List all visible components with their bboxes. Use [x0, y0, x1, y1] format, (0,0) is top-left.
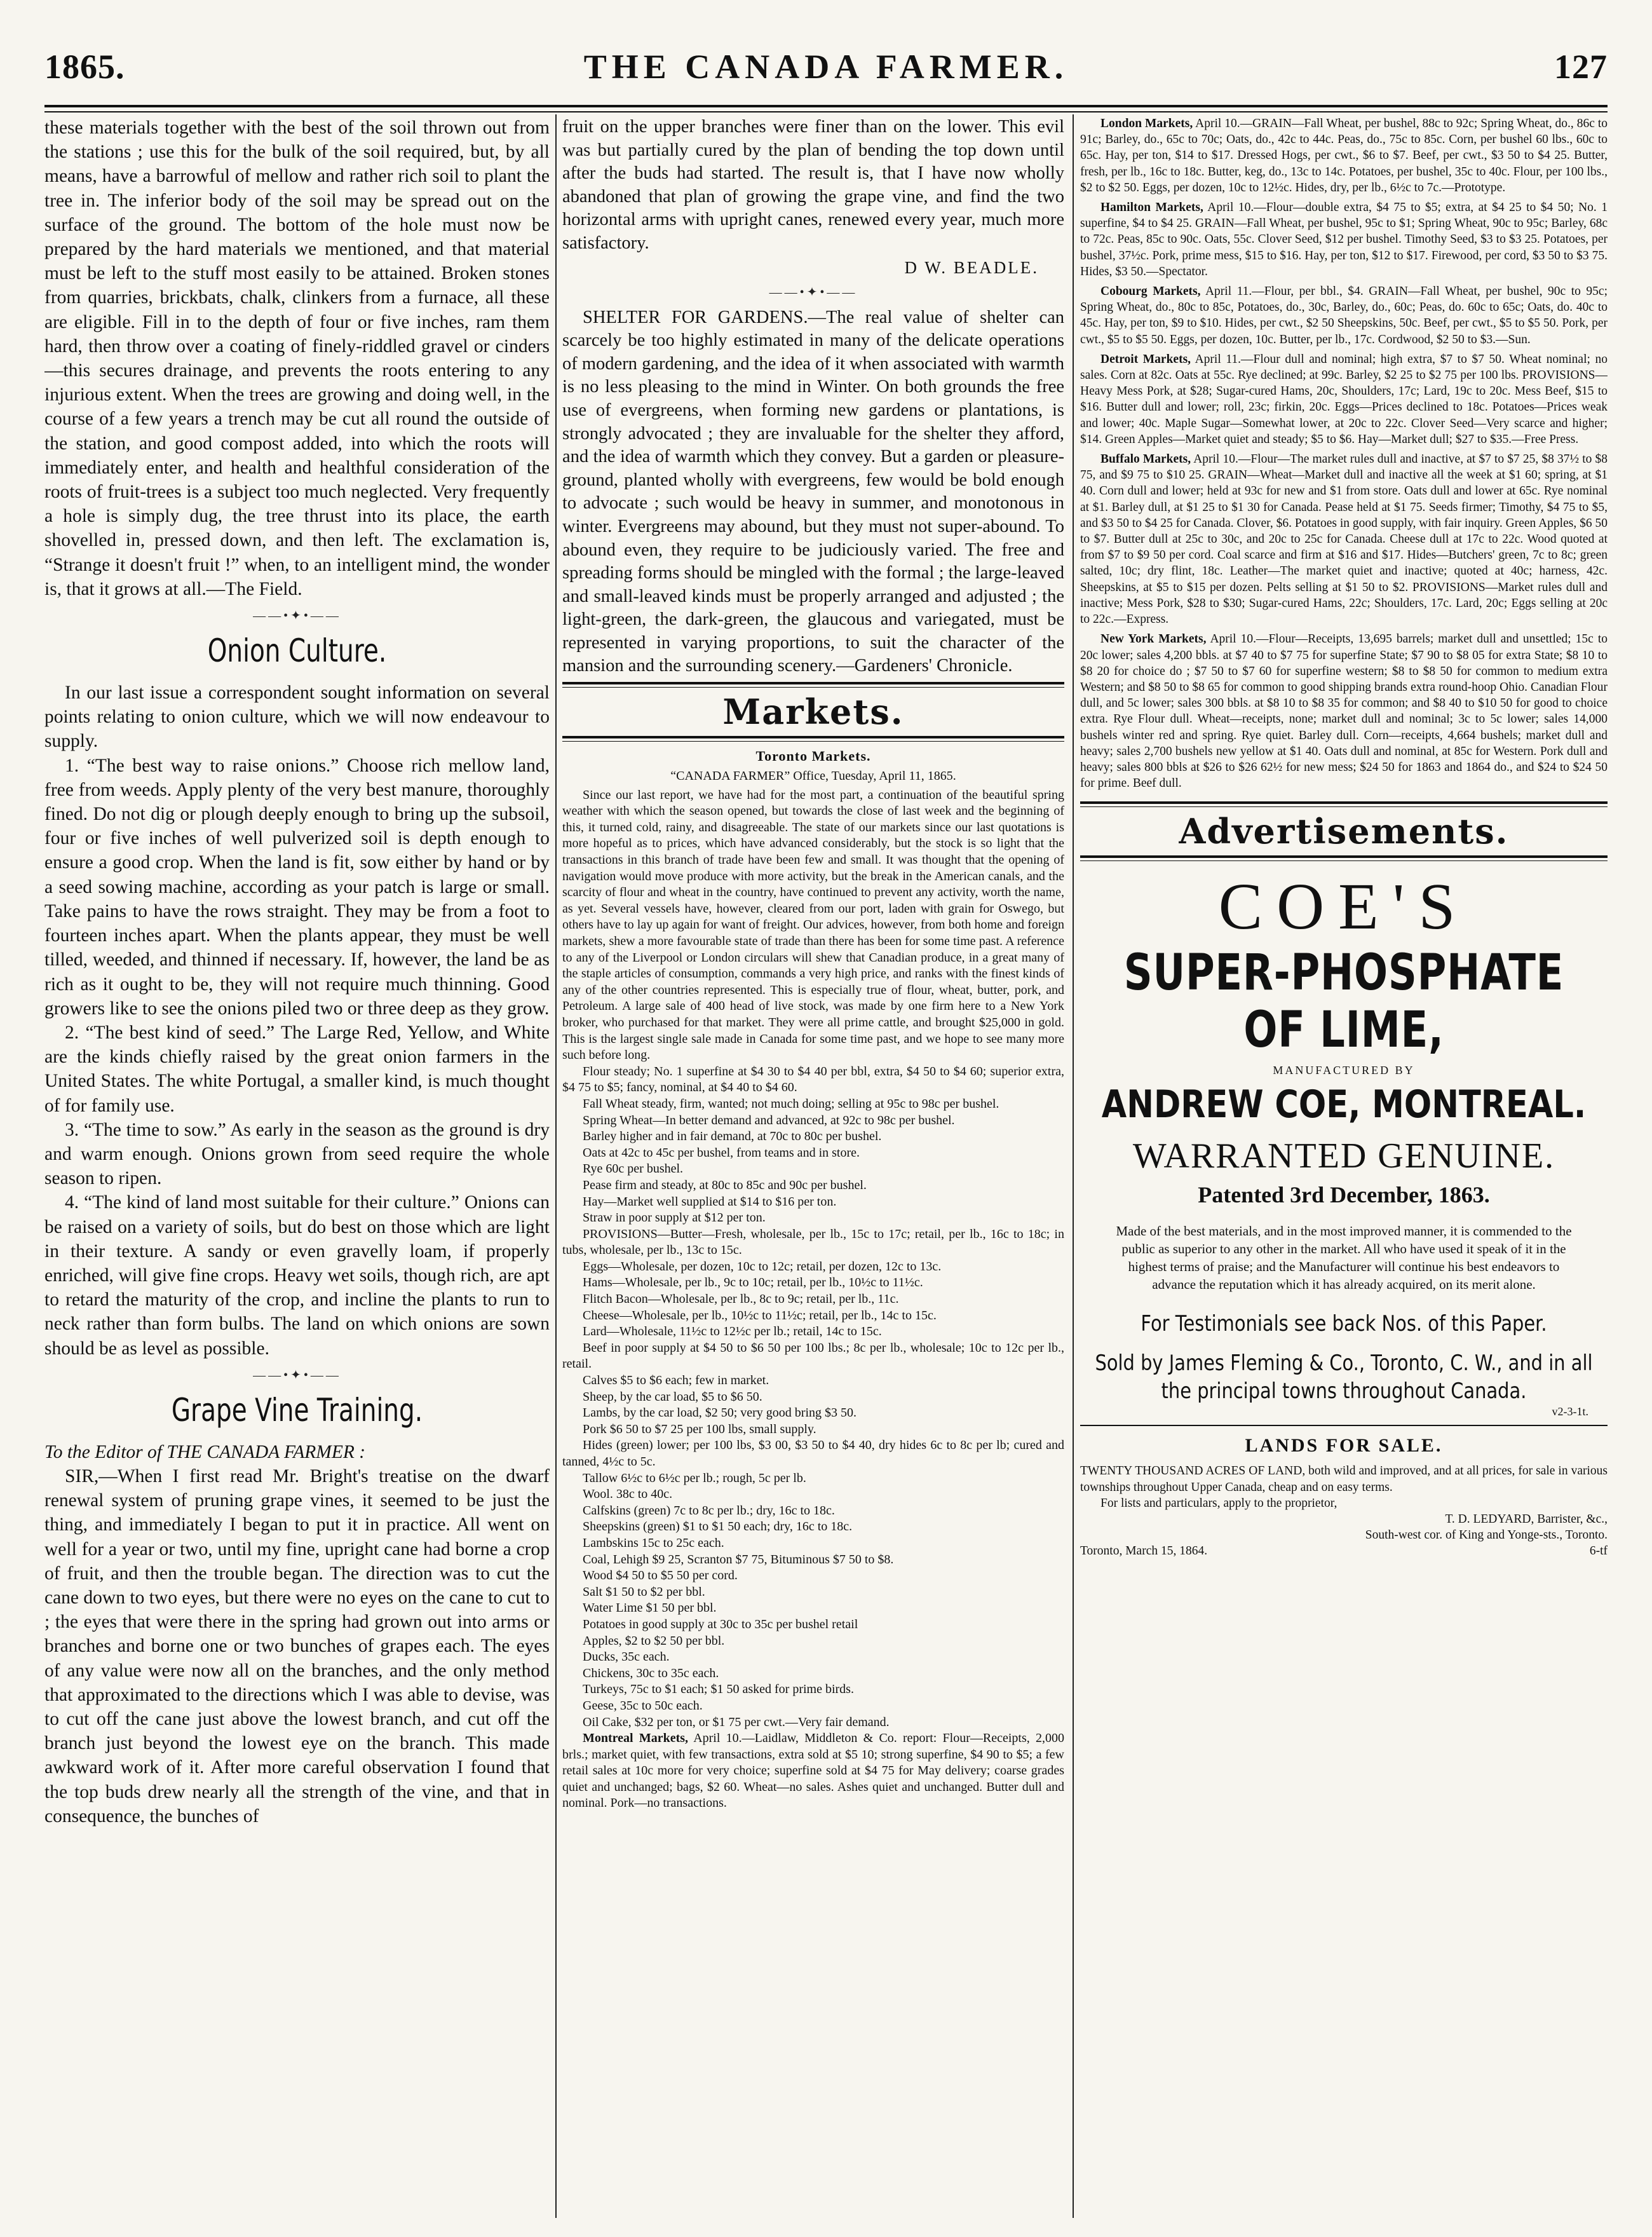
ad-manufactured-by: MANUFACTURED BY	[1273, 1064, 1415, 1077]
market-report	[1080, 631, 1608, 791]
toronto-price-line: Hams—Wholesale, per lb., 9c to 10c; retail, per lb., 10½c to 11½c.	[583, 1275, 923, 1290]
toronto-price-line: PROVISIONS—Butter—Fresh, wholesale, per lb., 15c to 17c; retail, per lb., 16c to 18c; in tubs, wholesale, per lb., 13c to 15c.	[562, 1227, 1064, 1258]
market-report	[1080, 200, 1608, 280]
onion-point-3: 3. “The time to sow.” As early in the season as the ground is dry and warm enough. Onions grown from seed require the whole season to ripen.	[44, 1119, 550, 1189]
onion-point-1: 1. “The best way to raise onions.” Choose rich mellow land, free from weeds. Apply plenty of the very best manure, thoroughly fined. Do not dig or plough deeply enough to bring up the subsoil, four or five inches of well pulverized soil is depth enough to ensure a good crop. When the land is fit, sow either by hand or by a seed sowing machine, according as your patch is large or small. Take pains to have the rows straight. They may be from a foot to fourteen inches apart. When the plants appear, they must be well tilled, weeded, and thinned if necessary. If, however, the land be as rich as it ought to be, they will not require much thinning. Good growers like to see the onions piled two or three deep as they grow.	[44, 755, 550, 1019]
onion-point-2: 2. “The best kind of seed.” The Large Red, Yellow, and White are the kinds chiefly raised by the great onion farmers in the United States. The white Portugal, a smaller kind, is much thought of for family use.	[44, 1022, 550, 1116]
onion-point-4: 4. “The kind of land most suitable for their culture.” Onions can be raised on a variety of soils, but do best on those which are light in their texture. A sandy or even gravelly loam, if properly enriched, will give fine crops. Heavy wet soils, though rich, are apt to retard the maturity of the crop, and incline the plants to run to neck rather than form bulbs. The land on which onions are sown should be as level as possible.	[44, 1192, 550, 1359]
market-report-title: Buffalo Markets,	[1100, 452, 1191, 466]
grape-letter-body: SIR,—When I first read Mr. Bright's treatise on the dwarf renewal system of pruning grape vines, it seemed to be just the thing, and immediately I began to put it in practice. All went on well for a year or two, until my fine, upright cane had borne a crop of fruit, and then the trouble began. The direction was to cut the cane down to two eyes, but there were no eyes on the cane to cut to ; the eyes that were there in the spring had grown out into arms or branches and borne one or two bunches of grapes each. The eyes of any value were now all on the branches, and the only method that approximated to the directions which I was able to devise, was to cut off the cane just above the lowest branch, and cut off the branch just beyond the lowest eye on the branch. This made awkward work of it. After more careful observation I found that the top buds drew nearly all the strength of the vine, and that in consequence, the bunches of	[44, 1465, 550, 1826]
toronto-price-line: Lard—Wholesale, 11½c to 12½c per lb.; retail, 14c to 15c.	[583, 1324, 882, 1339]
lands-footer	[1080, 1543, 1608, 1559]
letter-signature: D W. BEADLE.	[904, 257, 1039, 277]
toronto-price-line: Hay—Market well supplied at $14 to $16 per ton.	[583, 1194, 837, 1209]
toronto-price-line: Calfskins (green) 7c to 8c per lb.; dry, 16c to 18c.	[583, 1503, 835, 1518]
toronto-price-line: Pork $6 50 to $7 25 per 100 lbs, small supply.	[583, 1422, 816, 1436]
ad-code: v2-3-1t.	[1552, 1405, 1588, 1418]
onion-culture-title: Onion Culture.	[207, 632, 387, 670]
header-title: THE CANADA FARMER.	[583, 48, 1069, 86]
coes-advertisement	[1080, 869, 1608, 1418]
market-report	[1080, 451, 1608, 627]
header-year: 1865.	[44, 48, 125, 86]
column-2	[562, 116, 1064, 2219]
market-report-title: Hamilton Markets,	[1100, 201, 1203, 215]
lands-date: Toronto, March 15, 1864.	[1080, 1544, 1208, 1558]
section-rule	[1080, 801, 1608, 807]
toronto-price-line: Flour steady; No. 1 superfine at $4 30 to $4 40 per bbl, extra, $4 50 to $4 60; superior extra, $4 75 to $5; fancy, nominal, at $4 40 to $4 60.	[562, 1064, 1064, 1095]
toronto-price-line: Turkeys, 75c to $1 each; $1 50 asked for prime birds.	[583, 1682, 854, 1697]
page-header	[44, 39, 1608, 103]
toronto-price-line: Water Lime $1 50 per bbl.	[583, 1601, 717, 1615]
header-page-number: 127	[1554, 48, 1608, 86]
ad-patented: Patented 3rd December, 1863.	[1198, 1182, 1490, 1208]
toronto-price-line: Sheepskins (green) $1 to $1 50 each; dry, 16c to 18c.	[583, 1520, 853, 1534]
market-report-title: London Markets,	[1100, 117, 1193, 130]
montreal-markets-body: April 10.—Laidlaw, Middleton & Co. report: Flour—Receipts, 2,000 brls.; market quiet, with few transactions, extra sold at $5 10; strong superfine, $4 90 to $5; a few retail sales at 10c more for very choice; superfine sold at $4 75 for May delivery; coarse grades quiet and unchanged; bags, $2 60. Wheat—no sales. Ashes quiet and unchanged. Butter dull and nominal. Pork—no transactions.	[562, 1731, 1064, 1811]
market-report-body: April 10.—Flour—double extra, $4 75 to $5; extra, at $4 25 to $4 50; No. 1 superfine, $4 to $4 25. GRAIN—Fall Wheat, per bushel, 95c to $1; Spring Wheat, 90c to 95c; Barley, 68c to 72c. Peas, 85c to 90c. Oats, 55c. Clover Seed, $12 per bushel. Timothy Seed, $3 to $3 25. Potatoes, per bushel, 37½c. Pork, prime mess, $15 to $16. Hay, per ton, $12 to $17. Firewood, per cord, $3 50 to $3 75. Hides, $3 50.—Spectator.	[1080, 201, 1608, 278]
market-report-body: April 10.—Flour—Receipts, 13,695 barrels; market dull and unsettled; 15c to 20c lower; sales 4,200 bbls. at $7 40 to $7 75 for superfine State; $7 90 to $8 05 for extra State; $8 10 to $8 20 for choice do ; $7 50 to $7 60 for superfine western; $8 to $8 50 for common to medium extra Western; and $8 50 to $8 65 for common to good shipping brands extra round-hoop Ohio. Canadian Flour dull, and 5c lower; sales 300 bbls. at $8 10 to $8 35 for common; and $8 40 to $10 50 for good to choice extra. Rye Flour dull. Wheat—receipts, none; market dull and nominal; 3c to 5c lower; sales 14,000 bushels winter red and spring. Rye quiet. Barley dull. Corn—receipts, 4,664 bushels; market dull and heavy; sales 2,700 bushels new yellow at $1 40. Oats dull and nominal, at 85c for Western. Pork dull and heavy; sales 800 bbls at $26 to $26 62½ for new mess; $24 50 for 1863 and 1864 do., and $24 to $24 50 for prime. Beef dull.	[1080, 632, 1608, 791]
montreal-markets	[562, 1730, 1064, 1812]
ad-warranted: WARRANTED GENUINE.	[1132, 1136, 1555, 1176]
ad-brand: COE'S	[1218, 870, 1470, 944]
grape-salutation: To the Editor of THE CANADA FARMER :	[44, 1441, 366, 1462]
toronto-price-line: Coal, Lehigh $9 25, Scranton $7 75, Bituminous $7 50 to $8.	[583, 1552, 894, 1567]
toronto-price-line: Wood $4 50 to $5 50 per cord.	[583, 1568, 738, 1583]
toronto-price-line: Spring Wheat—In better demand and advanced, at 92c to 98c per bushel.	[583, 1113, 955, 1127]
markets-heading: Markets.	[722, 691, 904, 733]
lands-code: 6-tf	[1589, 1544, 1608, 1558]
shelter-for-gardens: SHELTER FOR GARDENS.—The real value of shelter can scarcely be too highly estimated in many of the delicate operations of modern gardening, and the idea of it when associated with warmth is no less pleasing to the mind in Winter. On both grounds the free use of evergreens, when forming new gardens or plantations, is strongly advocated ; they are invaluable for the shelter they afford, and the idea of warmth which they convey. But a garden or pleasure-ground, planted wholly with evergreens, few would be bold enough to advocate ; such would be heavy in summer, and monotonous in winter. Evergreens may abound, but they must not super-abound. To abound even, they require to be judiciously varied. The free and spreading forms should be mingled with the formal ; the large-leaved and small-leaved kinds must be properly arranged and adjusted ; the light-green, the dark-green, the glaucous and variegated, must be represented in varying proportions, to suit the character of the mansion and the surrounding scenery.—Gardeners' Chronicle.	[562, 307, 1064, 676]
toronto-price-line: Calves $5 to $6 each; few in market.	[583, 1373, 769, 1388]
lands-for-sale-title: LANDS FOR SALE.	[1245, 1435, 1443, 1457]
toronto-price-line: Pease firm and steady, at 80c to 85c and 90c per bushel.	[583, 1178, 867, 1192]
section-rule	[562, 736, 1064, 742]
ornament-divider: ——•✦•——	[253, 609, 341, 623]
advertisements-heading: Advertisements.	[1179, 811, 1509, 852]
ad-product: SUPER-PHOSPHATE OF LIME,	[1123, 944, 1564, 1059]
toronto-price-line: Cheese—Wholesale, per lb., 10½c to 11½c; retail, per lb., 14c to 15c.	[583, 1308, 937, 1322]
section-rule	[562, 682, 1064, 688]
toronto-price-line: Geese, 35c to 50c each.	[583, 1698, 703, 1713]
toronto-price-line: Straw in poor supply at $12 per ton.	[583, 1211, 766, 1225]
section-rule	[1080, 1425, 1608, 1426]
market-report-title: Cobourg Markets,	[1100, 285, 1201, 299]
toronto-price-line: Ducks, 35c each.	[583, 1650, 670, 1664]
toronto-report: Since our last report, we have had for the most part, a continuation of the beautiful spring weather with which the season opened, but towards the close of last week and the beginning of this, it turned cold, rainy, and disagreeable. The state of our markets since our last quotations is more hopeful as to prices, which have advanced considerably, but the stock is so light that the transactions in this branch of trade have been few and small. It was thought that the opening of navigation would move produce with more activity, but the break in the American canals, and the scarcity of flour and wheat in the country, have continued to prevent any activity, worth the name, as yet. Several vessels have, however, cleared from our port, laden with grain for Oswego, but others have to lay up again for want of freight. Our advices, however, from both home and foreign markets, shew a more favourable state of trade than there has been for some time past. A reference to any of the Liverpool or London circulars will shew that Canadian produce, in a great many of the staple articles of consumption, commands a very high price, and ranks with the finest kinds of any of the other countries represented. This is especially true of flour, wheat, butter, pork, and Petroleum. A large sale of 400 head of live stock, was made by one firm here to a New York broker, who purchased for that market. They were all prime cattle, and brought $25,000 in gold. This is the largest single sale made in Canada for some time past, and we hope to see many more such before long.	[562, 787, 1064, 1063]
market-reports	[1080, 116, 1608, 791]
onion-intro: In our last issue a correspondent sought information on several points relating to onion culture, which we will now endeavour to supply.	[44, 683, 550, 752]
column-divider-1	[555, 114, 557, 2218]
toronto-price-line: Sheep, by the car load, $5 to $6 50.	[583, 1389, 762, 1404]
toronto-price-line: Lambs, by the car load, $2 50; very good bring $3 50.	[583, 1406, 857, 1420]
toronto-price-line: Lambskins 15c to 25c each.	[583, 1535, 724, 1550]
ornament-divider: ——•✦•——	[769, 285, 858, 299]
section-rule	[1080, 855, 1608, 861]
market-report	[1080, 351, 1608, 447]
toronto-price-line: Flitch Bacon—Wholesale, per lb., 8c to 9c; retail, per lb., 11c.	[583, 1292, 899, 1307]
ad-maker: ANDREW COE, MONTREAL.	[1101, 1082, 1587, 1127]
toronto-dateline: “CANADA FARMER” Office, Tuesday, April 11, 1865.	[670, 769, 956, 784]
column-3	[1080, 116, 1608, 2219]
article-continuation: these materials together with the best of the soil thrown out from the stations ; use this for the bulk of the soil required, but, by all means, have a barrowful of mellow and rather rich soil to plant the tree in. The inferior body of the soil may be spread out on the surface of the ground. The bottom of the hole must now be prepared by the hard materials we mentioned, and that material must be left to the stuff most easily to be attained. Broken stones from quarries, brickbats, chalk, clinkers from a furnace, all these are eligible. Fill in to the depth of four or five inches, ram them hard, then throw over a coating of finely-riddled gravel or cinders—this secures drainage, and prevents the roots entering to any injurious extent. When the trees are growing and doing well, in the course of a few years a trench may be cut all round the outside of the station, and good compost added, into which the roots will immediately enter, and health and healthful consideration of the roots of fruit-trees is a subject too much neglected. Very frequently a hole is simply dug, the tree thrust into its place, the earth shovelled in, pressed down, and then left. The exclamation is, “Strange it doesn't fruit !” when, to an intelligent mind, the wonder is, that it grows at all.—The Field.	[44, 118, 550, 599]
toronto-price-line: Potatoes in good supply at 30c to 35c per bushel retail	[583, 1617, 858, 1631]
grape-letter-continuation: fruit on the upper branches were finer than on the lower. This evil was but partially cured by the plan of bending the top down until after the buds had started. The result is, that I have now wholly abandoned that plan of growing the grape vine, and find the two horizontal arms with upright canes, renewed every year, much more satisfactory.	[562, 117, 1064, 253]
column-divider-2	[1073, 114, 1074, 2218]
toronto-price-line: Eggs—Wholesale, per dozen, 10c to 12c; retail, per dozen, 12c to 13c.	[583, 1259, 942, 1274]
toronto-price-line: Oats at 42c to 45c per bushel, from teams and in store.	[583, 1145, 860, 1160]
ad-testimonials: For Testimonials see back Nos. of this Paper.	[1141, 1311, 1547, 1337]
lands-apply: For lists and particulars, apply to the proprietor,	[1100, 1496, 1337, 1510]
market-report-body: April 10.—GRAIN—Fall Wheat, per bushel, 88c to 92c; Spring Wheat, do., 86c to 91c; Barley, do., 65c to 70c; Oats, do., 42c to 44c. Peas, do., 75c to 85c. Corn, per bushel 60 lbs., 60c to 65c. Hay, per ton, $14 to $17. Dressed Hogs, per cwt., $6 to $7. Beef, per cwt., $3 50 to $4 25. Butter, fresh, per lb., 16c to 18c. Butter, keg, do., 13c to 14c. Potatoes, per bushel, 35c to 40c. Flour, per 100 lbs., $2 to $2 50. Eggs, per dozen, 10c to 12½c. Hides, dry, per lb., 6½c to 7c.—Prototype.	[1080, 117, 1608, 194]
market-report-body: April 11.—Flour, per bbl., $4. GRAIN—Fall Wheat, per bushel, 90c to 95c; Spring Wheat, do., 80c to 85c, Potatoes, do., 30c, Barley, do., 60c; Peas, do. 60c to 65c; Oats, do. 40c to 45c. Hay, per ton, $9 to $10. Hides, per cwt., $2 50 Sheepskins, 50c. Beef, per cwt., $5 to $5 50. Pork, per cwt., $5 to $5 50. Eggs, per dozen, 10c. Butter, per lb., 17c. Cordwood, $2 50 to $3.—Sun.	[1080, 285, 1608, 346]
ad-sold-by: Sold by James Fleming & Co., Toronto, C. W., and in all the principal towns throughout Canada.	[1095, 1350, 1593, 1404]
toronto-price-line: Fall Wheat steady, firm, wanted; not much doing; selling at 95c to 98c per bushel.	[583, 1096, 999, 1111]
market-report	[1080, 116, 1608, 196]
toronto-price-line: Tallow 6½c to 6½c per lb.; rough, 5c per lb.	[583, 1471, 806, 1485]
toronto-price-line: Oil Cake, $32 per ton, or $1 75 per cwt.—Very fair demand.	[583, 1715, 890, 1729]
toronto-price-line: Wool. 38c to 40c.	[583, 1487, 673, 1502]
toronto-price-line: Beef in poor supply at $4 50 to $6 50 per 100 lbs.; 8c per lb., wholesale; 10c to 12c per lb., retail.	[562, 1340, 1064, 1371]
toronto-markets-title: Toronto Markets.	[755, 748, 871, 765]
ad-description: Made of the best materials, and in the most improved manner, it is commended to the public as superior to any other in the market. All who have used it speak of it in the highest terms of praise; and the Manufacturer will continue his best endeavors to advance the reputation which it has already acquired, on its merit alone.	[1116, 1223, 1572, 1293]
toronto-price-line: Salt $1 50 to $2 per bbl.	[583, 1584, 705, 1599]
lands-body: TWENTY THOUSAND ACRES OF LAND, both wild and improved, and at all prices, for sale in various townships throughout Upper Canada, cheap and on easy terms.	[1080, 1464, 1608, 1494]
montreal-markets-title: Montreal Markets,	[583, 1731, 689, 1746]
toronto-price-line: Hides (green) lower; per 100 lbs, $3 00, $3 50 to $4 40, dry hides 6c to 8c per lb; cured and tanned, 4½c to 5c.	[562, 1438, 1064, 1469]
toronto-price-line: Apples, $2 to $2 50 per bbl.	[583, 1633, 725, 1648]
market-report-title: New York Markets,	[1100, 632, 1207, 646]
toronto-price-line: Rye 60c per bushel.	[583, 1162, 684, 1176]
toronto-price-line: Barley higher and in fair demand, at 70c to 80c per bushel.	[583, 1129, 882, 1144]
toronto-price-line: Chickens, 30c to 35c each.	[583, 1666, 719, 1680]
ornament-divider: ——•✦•——	[253, 1368, 341, 1382]
column-1	[44, 116, 550, 2219]
market-report-title: Detroit Markets,	[1100, 352, 1191, 366]
grape-vine-title: Grape Vine Training.	[171, 1391, 423, 1429]
market-report-body: April 10.—Flour—The market rules dull and inactive, at $7 to $7 25, $8 37½ to $8 75, and $9 75 to $10 25. GRAIN—Wheat—Market dull and inactive all the week at $1 60; spring, at $1 40. Corn dull and lower; held at 93c for new and $1 from store. Oats dull and lower at 65c. Rye nominal at $1. Barley dull, at $1 25 to $1 30 for Canada. Pease held at $1 75. Seeds firmer; Timothy, $4 75 to $5, and $3 50 to $4 25 for Canada. Clover, $6. Potatoes in good supply, with fair inquiry. Green Apples, $6 50 to $7. Butter dull at 25c to 30c, and 20c to 25c for Canada. Cheese dull at 17c to 22c. Wood quoted at from $7 to $9 50 per cord. Coal scarce and firm at $16 and $17. Hides—Butchers' green, 7c to 8c; green salted, 10c; dry flint, 18c. Leather—The market quiet and inactive; quoted at 40c; harness, 42c. Sheepskins, at $5 to $15 per dozen. Pelts selling at $1 50 to $2. PROVISIONS—Market rules dull and inactive; Mess Pork, $28 to $30; Sugar-cured Hams, 22c; Shoulders, 17c. Lard, 20c; Eggs selling at 20c to 22c.—Express.	[1080, 452, 1608, 627]
market-report	[1080, 283, 1608, 348]
market-report-body: April 11.—Flour dull and nominal; high extra, $7 to $7 50. Wheat nominal; no sales. Corn at 82c. Oats at 55c. Rye declined; at 99c. Barley, $2 25 to $2 75 per 100 lbs. PROVISIONS—Heavy Mess Pork, at $28; Sugar-cured Hams, 20c, Shoulders, 17c; Lard, 19c to 20c. Mess Beef, $15 to $16. Butter dull and lower; roll, 23c; firkin, 20c. Eggs—Prices declined to 18c. Potatoes—Prices weak and lower; 40c. Maple Sugar—Somewhat lower, at 20c to 22c. Clover Seed—Very scarce and higher; $14. Green Apples—Market quiet and steady; $5 to $6. Hay—Market dull; $27 to $35.—Free Press.	[1080, 352, 1608, 446]
lands-proprietor: T. D. LEDYARD, Barrister, &c.,	[1445, 1512, 1608, 1526]
lands-address: South-west cor. of King and Yonge-sts., Toronto.	[1365, 1528, 1608, 1542]
toronto-price-list	[562, 1064, 1064, 1730]
header-rule	[44, 105, 1608, 112]
